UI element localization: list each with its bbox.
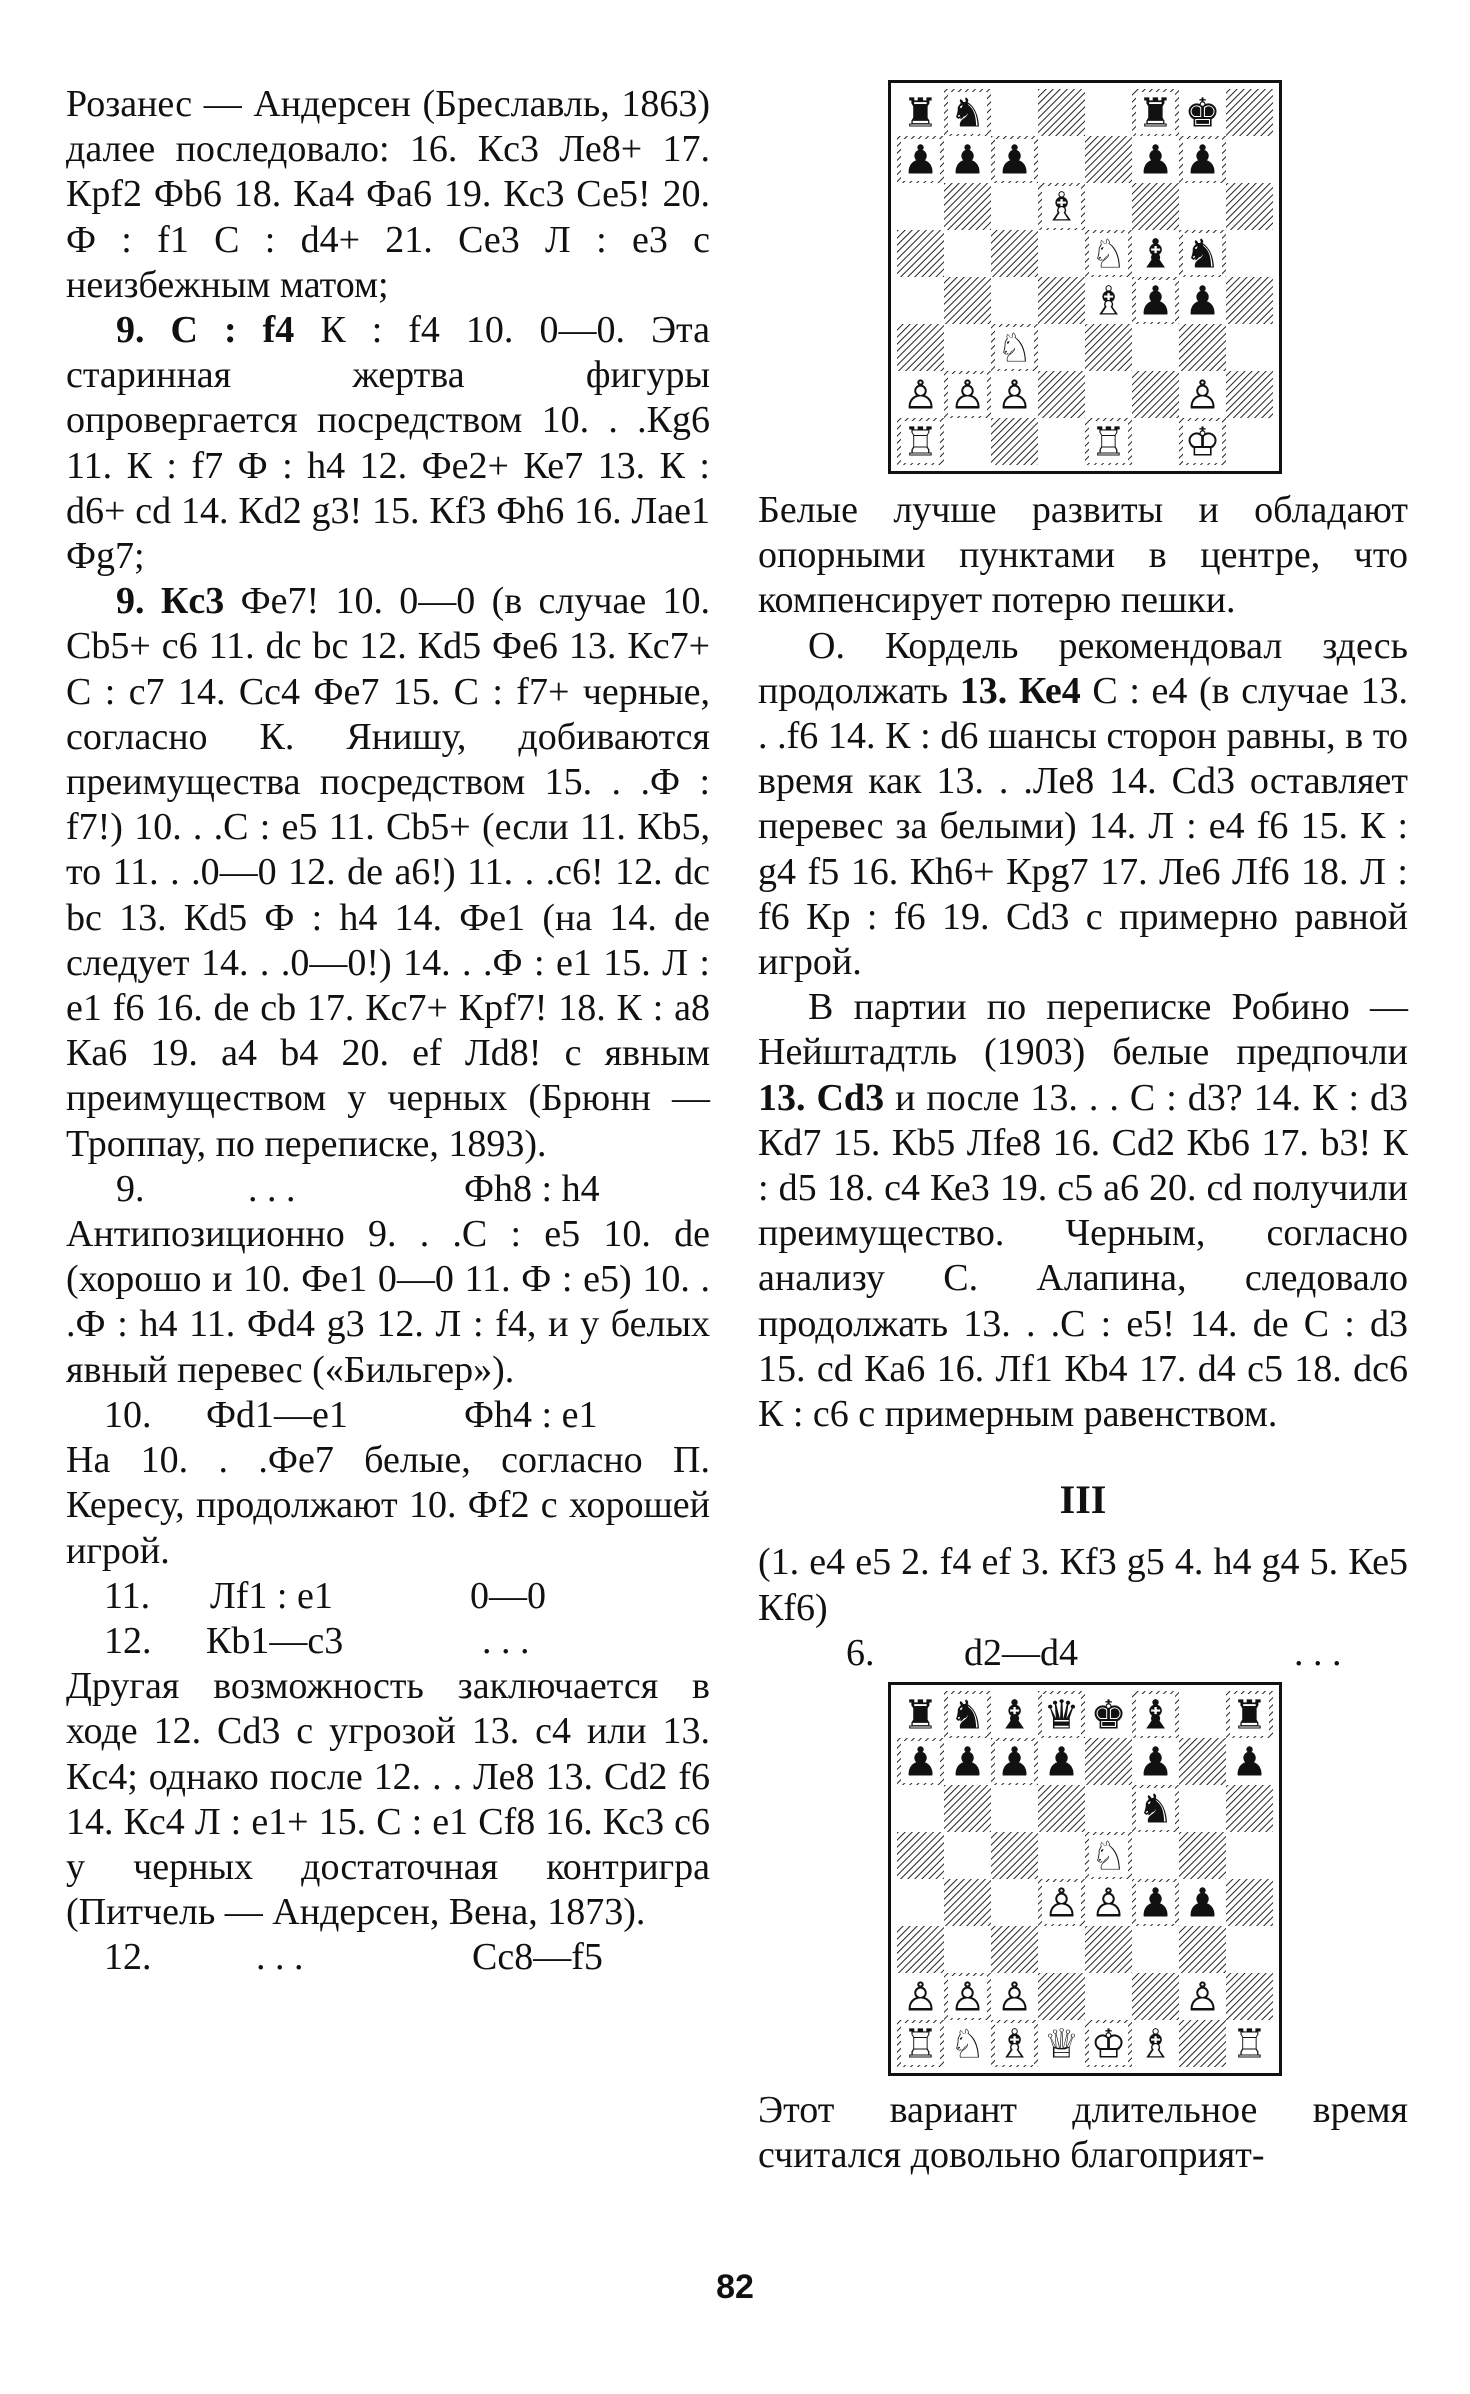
black-pawn-icon: ♟ (902, 1739, 939, 1786)
light-square (991, 183, 1038, 230)
dark-square (1226, 183, 1273, 230)
light-square (944, 230, 991, 277)
white-pawn-icon: ♙ (902, 1974, 939, 2021)
bold-move: 13. Сd3 (758, 1076, 885, 1119)
paragraph-text: С : е4 (в случае 13. . .f6 14. К : d6 шансы сторон равны, в то время как 13. . .Ле8 14. Сd3 оставляет перевес за белыми) 14. Л : е4 f6 15. К : g4 f5 16. Кh6+ Крg7 17. Ле6 Лf6 18. Л : f6 Кр : f6 19. Сd3 с примерно равной игрой. (758, 669, 1408, 984)
white-move: Кb1—c3 (206, 1619, 344, 1662)
page-number: 82 (716, 2268, 754, 2306)
black-rook-icon: ♜ (902, 1692, 939, 1739)
light-square (1226, 1926, 1273, 1973)
dark-square (991, 1926, 1038, 1973)
light-square (1038, 418, 1085, 465)
paragraph-text: В партии по переписке Робино — Нейштадтль (1903) белые предпочли (758, 986, 1408, 1074)
dark-square (897, 324, 944, 371)
dark-square (1132, 371, 1179, 418)
bold-move: 9. Кc3 (116, 580, 225, 623)
black-pawn-icon: ♟ (949, 1739, 986, 1786)
light-square (1085, 183, 1132, 230)
dark-square (1038, 277, 1085, 324)
dark-square (1132, 1973, 1179, 2020)
paragraph: Другая возможность заключается в ходе 12. Сd3 с угрозой 13. c4 или 13. Кc4; однако после 12. . . Ле8 13. Сd2 f6 14. Кc4 Л : е1+ 15. С : е1 Сf8 16. Кc3 c6 у черных достаточная контригра (Питчель — Андерсен, Вена, 1873). (66, 1665, 710, 1934)
right-column (758, 82, 1408, 2178)
dark-square (897, 1926, 944, 1973)
paragraph (66, 308, 710, 579)
dark-square (1038, 1785, 1085, 1832)
dark-square (1226, 89, 1273, 136)
white-pawn-icon: ♙ (1184, 372, 1221, 419)
light-square (1132, 1832, 1179, 1879)
black-pawn-icon: ♟ (996, 1739, 1033, 1786)
light-square (1132, 1926, 1179, 1973)
dark-square (1038, 371, 1085, 418)
black-bishop-icon: ♝ (1137, 231, 1174, 278)
dark-square (1226, 1785, 1273, 1832)
black-pawn-icon: ♟ (996, 137, 1033, 184)
move-number: 10. (104, 1393, 152, 1436)
paragraph (758, 985, 1408, 1437)
dark-square (1038, 89, 1085, 136)
chessboard (888, 1682, 1282, 2076)
black-pawn-icon: ♟ (1137, 137, 1174, 184)
black-pawn-icon: ♟ (1231, 1739, 1268, 1786)
white-pawn-icon: ♙ (996, 372, 1033, 419)
paragraph: (1. e4 e5 2. f4 ef 3. Кf3 g5 4. h4 g4 5. Ке5 Кf6) (758, 1541, 1408, 1629)
light-square (1038, 1832, 1085, 1879)
white-king-icon: ♔ (1184, 419, 1221, 465)
dark-square (1132, 183, 1179, 230)
white-move: . . . (256, 1936, 304, 1979)
light-square (1179, 183, 1226, 230)
dark-square (1085, 1926, 1132, 1973)
move-line (66, 1393, 710, 1438)
move-line (66, 1574, 710, 1619)
dark-square (944, 183, 991, 230)
white-knight-icon: ♘ (1090, 231, 1127, 278)
light-square (1179, 1785, 1226, 1832)
black-pawn-icon: ♟ (902, 137, 939, 184)
black-bishop-icon: ♝ (996, 1692, 1033, 1739)
white-bishop-icon: ♗ (996, 2021, 1033, 2068)
black-king-icon: ♚ (1184, 90, 1221, 137)
dark-square (1085, 136, 1132, 183)
light-square (1226, 230, 1273, 277)
chessboard-svg (897, 1691, 1273, 2067)
white-pawn-icon: ♙ (902, 372, 939, 419)
light-square (991, 277, 1038, 324)
light-square (944, 324, 991, 371)
light-square (1226, 136, 1273, 183)
light-square (1038, 1926, 1085, 1973)
white-bishop-icon: ♗ (1043, 184, 1080, 231)
dark-square (944, 1785, 991, 1832)
light-square (991, 1879, 1038, 1926)
dark-square (1085, 324, 1132, 371)
black-pawn-icon: ♟ (1137, 278, 1174, 325)
black-rook-icon: ♜ (902, 90, 939, 137)
white-knight-icon: ♘ (996, 325, 1033, 372)
dark-square (1085, 1738, 1132, 1785)
light-square (1085, 1973, 1132, 2020)
move-number: 12. (104, 1936, 152, 1979)
paragraph-text: и после 13. . . С : d3? 14. К : d3 Кd7 15. Кb5 Лfе8 16. Сd2 Кb6 17. b3! К : d5 18. c4 Ке3 19. c5 a6 20. cd получили преимущество. Черным, согласно анализу С. Алапина, следовало продолжать 13. . .С : е5! 14. de С : d3 15. cd Кa6 16. Лf1 Кb4 17. d4 c5 18. dc6 К : c6 с примерным равенством. (758, 1076, 1408, 1436)
white-pawn-icon: ♙ (996, 1974, 1033, 2021)
black-pawn-icon: ♟ (1184, 278, 1221, 325)
white-rook-icon: ♖ (1231, 2021, 1268, 2068)
light-square (1179, 1691, 1226, 1738)
dark-square (1226, 1879, 1273, 1926)
dark-square (1179, 1832, 1226, 1879)
move-line (66, 1619, 710, 1664)
left-column (66, 82, 710, 1981)
move-line (66, 1167, 710, 1212)
dark-square (1179, 324, 1226, 371)
black-pawn-icon: ♟ (1137, 1880, 1174, 1927)
black-rook-icon: ♜ (1137, 90, 1174, 137)
paragraph: Этот вариант длительное время считался довольно благоприят- (758, 2089, 1408, 2177)
dark-square (1226, 1973, 1273, 2020)
light-square (944, 1926, 991, 1973)
white-king-icon: ♔ (1090, 2021, 1127, 2068)
chessboard-svg (897, 89, 1273, 465)
light-square (1226, 418, 1273, 465)
white-knight-icon: ♘ (1090, 1833, 1127, 1880)
black-pawn-icon: ♟ (1184, 1880, 1221, 1927)
paragraph (66, 579, 710, 1167)
white-move: . . . (248, 1167, 296, 1210)
light-square (944, 1832, 991, 1879)
dark-square (1226, 277, 1273, 324)
move-line (758, 1631, 1408, 1676)
dark-square (897, 230, 944, 277)
paragraph-text: К : f4 10. 0—0. Эта старинная жертва фигуры опровергается посредством 10. . .Кg6 11. К : f7 Ф : h4 12. Фе2+ Ке7 13. К : d6+ cd 14. Кd2 g3! 15. Кf3 Фh6 16. Лае1 Фg7; (66, 309, 710, 578)
black-pawn-icon: ♟ (949, 137, 986, 184)
light-square (1226, 1832, 1273, 1879)
black-pawn-icon: ♟ (1184, 137, 1221, 184)
white-pawn-icon: ♙ (949, 1974, 986, 2021)
black-knight-icon: ♞ (949, 90, 986, 137)
chessboard (888, 80, 1282, 474)
dark-square (944, 277, 991, 324)
light-square (1132, 324, 1179, 371)
paragraph-text: Фе7! 10. 0—0 (в случае 10. Сb5+ c6 11. dc bc 12. Кd5 Фе6 13. Кc7+ С : c7 14. Сc4 Фе7 15. С : f7+ черные, согласно К. Янишу, добиваются преимущества посредством 15. . .Ф : f7!) 10. . .С : е5 11. Сb5+ (если 11. Кb5, то 11. . .0—0 12. de a6!) 11. . .c6! 12. dc bc 13. Кd5 Ф : h4 14. Фе1 (на 14. de следует 14. . .0—0!) 14. . .Ф : е1 15. Л : е1 f6 16. de cb 17. Кc7+ Крf7! 18. К : a8 Кa6 19. a4 b4 20. ef Лd8! с явным преимуществом у черных (Брюнн — Троппау, по переписке, 1893). (66, 580, 711, 1165)
light-square (897, 183, 944, 230)
white-bishop-icon: ♗ (1137, 2021, 1174, 2068)
white-rook-icon: ♖ (902, 419, 939, 465)
light-square (944, 418, 991, 465)
light-square (1085, 89, 1132, 136)
dark-square (1226, 371, 1273, 418)
move-number: 11. (104, 1574, 151, 1617)
black-move: 0—0 (470, 1574, 546, 1617)
white-rook-icon: ♖ (902, 2021, 939, 2068)
light-square (1132, 418, 1179, 465)
dark-square (1179, 1926, 1226, 1973)
light-square (897, 1879, 944, 1926)
white-queen-icon: ♕ (1043, 2021, 1080, 2068)
chess-diagram-1 (888, 80, 1408, 474)
bold-move: 9. С : f4 (116, 309, 295, 352)
light-square (1085, 1785, 1132, 1832)
light-square (1085, 371, 1132, 418)
dark-square (991, 1832, 1038, 1879)
paragraph: Белые лучше развиты и обладают опорными пунктами в центре, что компенсирует потерю пешки. (758, 489, 1408, 622)
paragraph (758, 624, 1408, 986)
black-king-icon: ♚ (1090, 1692, 1127, 1739)
dark-square (1179, 1738, 1226, 1785)
dark-square (944, 1879, 991, 1926)
move-number: 6. (846, 1631, 875, 1674)
black-move: Фh8 : h4 (464, 1167, 600, 1210)
black-move: . . . (482, 1619, 530, 1662)
dark-square (991, 230, 1038, 277)
black-move: . . . (1294, 1631, 1342, 1674)
dark-square (1038, 1973, 1085, 2020)
black-move: Фh4 : е1 (464, 1393, 598, 1436)
black-knight-icon: ♞ (1184, 231, 1221, 278)
move-line (66, 1935, 710, 1980)
light-square (1226, 324, 1273, 371)
white-pawn-icon: ♙ (1043, 1880, 1080, 1927)
light-square (897, 277, 944, 324)
black-move: Сc8—f5 (472, 1936, 603, 1979)
paragraph-text: О. Кордель рекомендовал здесь продолжать (758, 624, 1408, 712)
light-square (1038, 230, 1085, 277)
black-pawn-icon: ♟ (1137, 1739, 1174, 1786)
dark-square (991, 418, 1038, 465)
white-pawn-icon: ♙ (949, 372, 986, 419)
light-square (1038, 324, 1085, 371)
white-pawn-icon: ♙ (1090, 1880, 1127, 1927)
black-pawn-icon: ♟ (1043, 1739, 1080, 1786)
white-bishop-icon: ♗ (1090, 278, 1127, 325)
paragraph: Антипозиционно 9. . .С : е5 10. de (хорошо и 10. Фе1 0—0 11. Ф : е5) 10. . .Ф : h4 11. Фd4 g3 12. Л : f4, и у белых явный перевес («Бильгер»). (66, 1213, 710, 1391)
paragraph: Розанес — Андерсен (Бреславль, 1863) далее последовало: 16. Кc3 Ле8+ 17. Крf2 Фb6 18. Кa4 Фa6 19. Кc3 Се5! 20. Ф : f1 С : d4+ 21. Се3 Л : е3 с неизбежным матом; (66, 83, 710, 306)
chess-diagram-2 (888, 1682, 1408, 2076)
black-bishop-icon: ♝ (1137, 1692, 1174, 1739)
black-knight-icon: ♞ (949, 1692, 986, 1739)
move-number: 12. (104, 1619, 152, 1662)
bold-move: 13. Ке4 (959, 669, 1081, 712)
black-queen-icon: ♛ (1043, 1692, 1080, 1739)
white-move: Лf1 : е1 (210, 1574, 333, 1617)
dark-square (897, 1832, 944, 1879)
move-number: 9. (116, 1167, 145, 1210)
black-rook-icon: ♜ (1231, 1692, 1268, 1739)
dark-square (1179, 2020, 1226, 2067)
white-rook-icon: ♖ (1090, 419, 1127, 465)
white-move: d2—d4 (964, 1631, 1078, 1674)
section-numeral: III (1059, 1477, 1107, 1523)
light-square (1038, 136, 1085, 183)
black-knight-icon: ♞ (1137, 1786, 1174, 1833)
light-square (991, 1785, 1038, 1832)
paragraph: На 10. . .Фе7 белые, согласно П. Кересу, продолжают 10. Фf2 с хорошей игрой. (66, 1439, 710, 1572)
light-square (897, 1785, 944, 1832)
white-move: Фd1—е1 (206, 1393, 348, 1436)
white-pawn-icon: ♙ (1184, 1974, 1221, 2021)
light-square (991, 89, 1038, 136)
white-knight-icon: ♘ (949, 2021, 986, 2068)
